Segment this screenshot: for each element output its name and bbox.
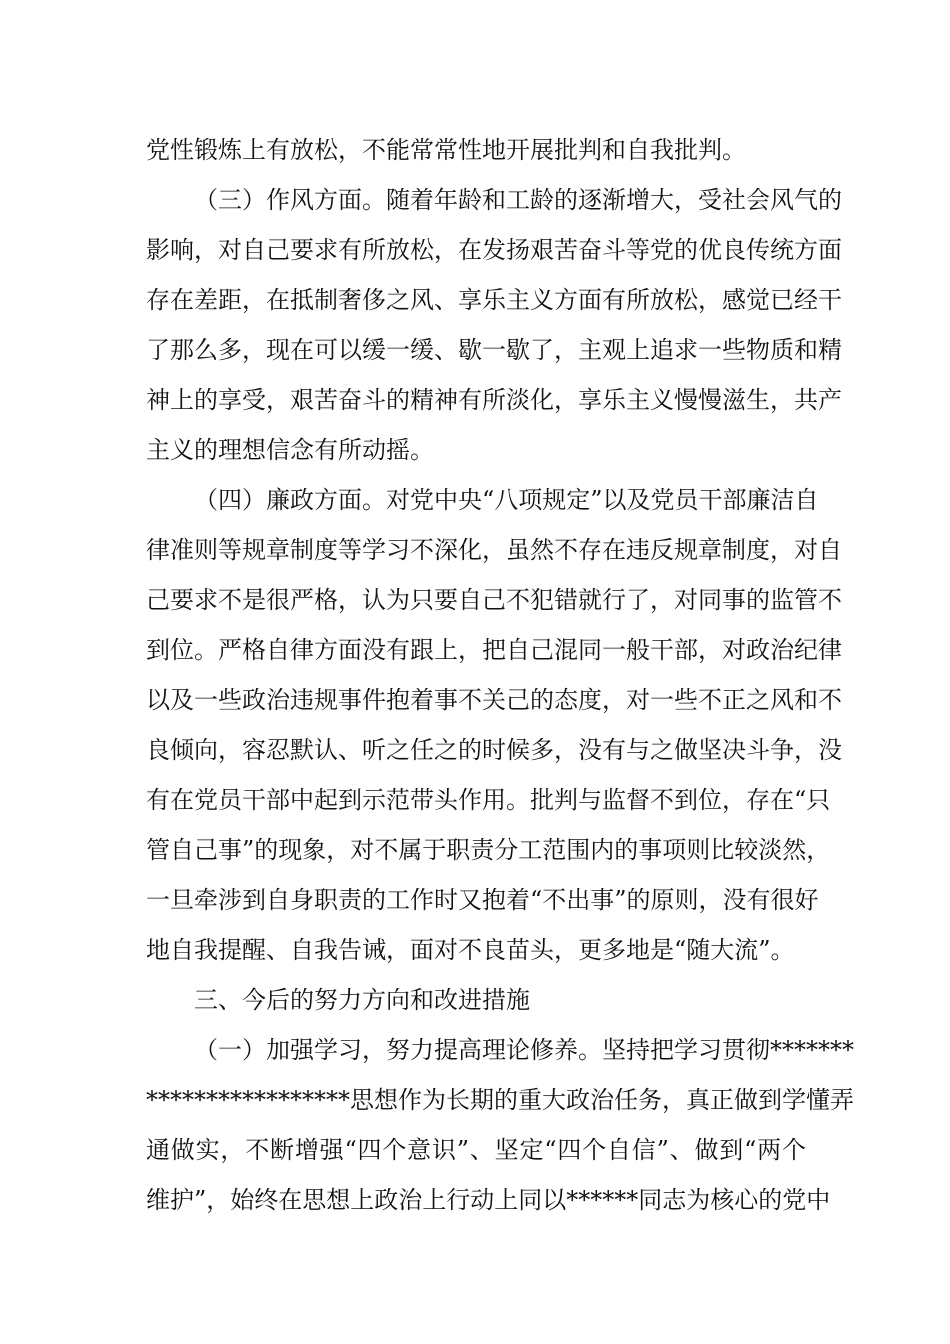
paragraph-line: 以及一些政治违规事件抱着事不关己的态度，对一些不正之风和不 — [146, 686, 842, 714]
paragraph-line: 有在党员干部中起到示范带头作用。批判与监督不到位，存在“只 — [146, 786, 831, 814]
paragraph-line: 良倾向，容忍默认、听之任之的时候多，没有与之做坚决斗争，没 — [146, 736, 842, 764]
paragraph-line: 管自己事”的现象，对不属于职责分工范围内的事项则比较淡然， — [146, 836, 831, 864]
paragraph-line: 主义的理想信念有所动摇。 — [146, 436, 434, 464]
paragraph-line: 影响，对自己要求有所放松，在发扬艰苦奋斗等党的优良传统方面 — [146, 236, 842, 264]
section-heading-line: （三）作风方面。随着年龄和工龄的逐渐增大，受社会风气的 — [194, 186, 842, 214]
paragraph-line: *****************思想作为长期的重大政治任务，真正做到学懂弄 — [146, 1086, 854, 1114]
paragraph-line: 一旦牵涉到自身职责的工作时又抱着“不出事”的原则，没有很好 — [146, 886, 819, 914]
paragraph-line: 神上的享受，艰苦奋斗的精神有所淡化，享乐主义慢慢滋生，共产 — [146, 386, 842, 414]
paragraph-line: 己要求不是很严格，认为只要自己不犯错就行了，对同事的监管不 — [146, 586, 842, 614]
paragraph-line: 到位。严格自律方面没有跟上，把自己混同一般干部，对政治纪律 — [146, 636, 842, 664]
section-heading-line: （四）廉政方面。对党中央“八项规定”以及党员干部廉洁自 — [194, 486, 819, 514]
paragraph-line: 律准则等规章制度等学习不深化，虽然不存在违反规章制度，对自 — [146, 536, 842, 564]
paragraph-line: 通做实，不断增强“四个意识”、坚定“四个自信”、做到“两个 — [146, 1136, 806, 1164]
paragraph-line: 地自我提醒、自我告诫，面对不良苗头，更多地是“随大流”。 — [146, 936, 795, 964]
paragraph-line: 党性锻炼上有放松，不能常常性地开展批判和自我批判。 — [146, 136, 746, 164]
section-heading-line: （一）加强学习，努力提高理论修养。坚持把学习贯彻******* — [194, 1036, 854, 1064]
paragraph-line: 了那么多，现在可以缓一缓、歇一歇了，主观上追求一些物质和精 — [146, 336, 842, 364]
paragraph-line: 维护”，始终在思想上政治上行动上同以******同志为核心的党中 — [146, 1186, 831, 1214]
section-title: 三、今后的努力方向和改进措施 — [194, 986, 530, 1014]
paragraph-line: 存在差距，在抵制奢侈之风、享乐主义方面有所放松，感觉已经干 — [146, 286, 842, 314]
